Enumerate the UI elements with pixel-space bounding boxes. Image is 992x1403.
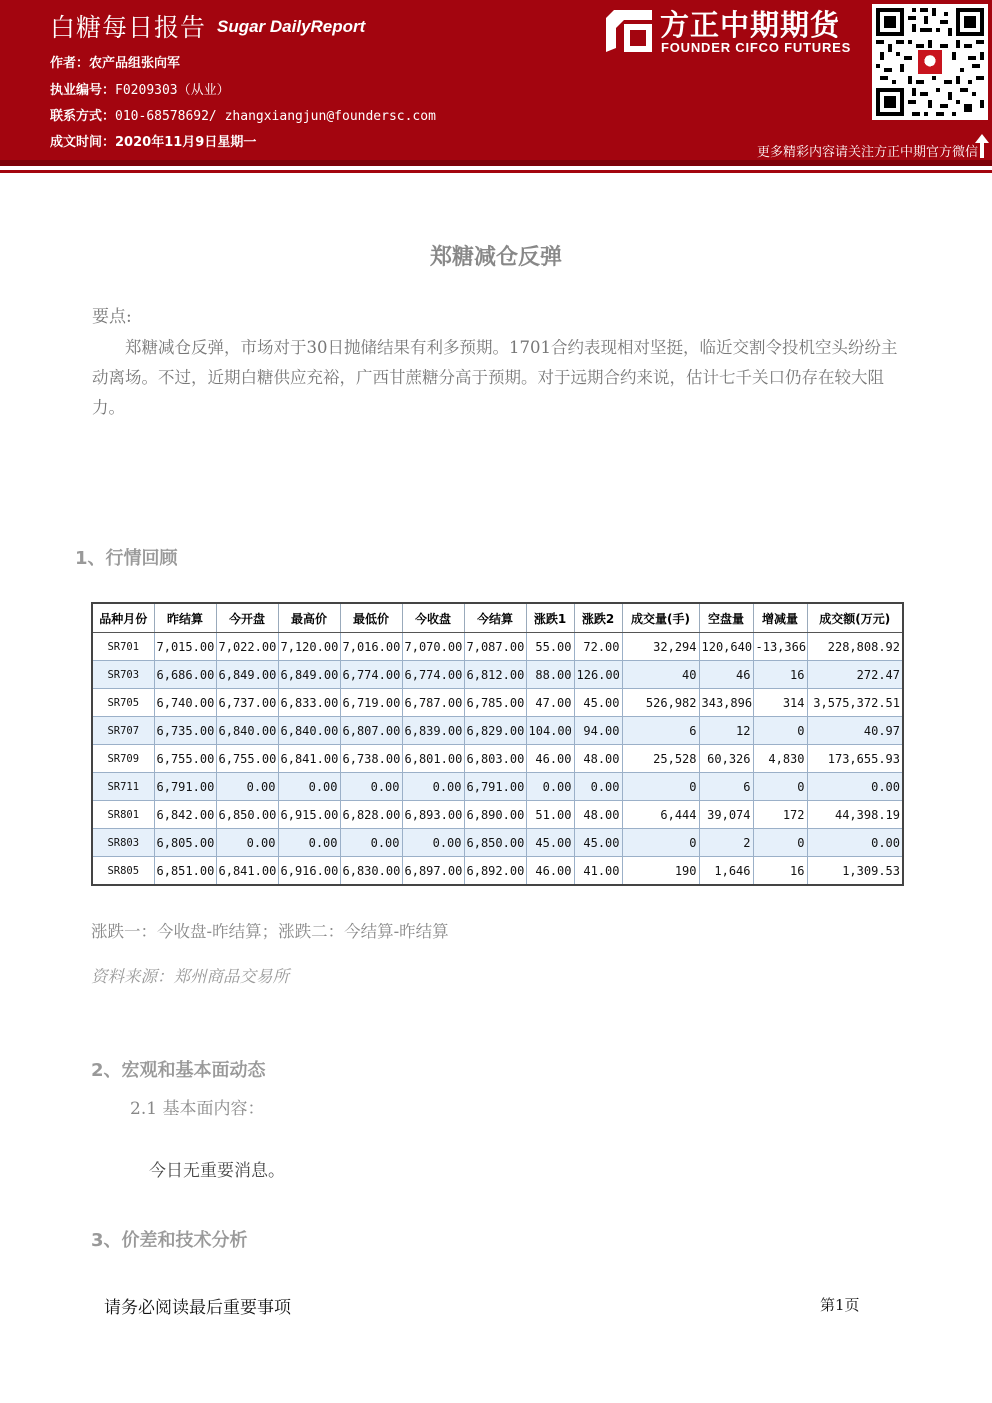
table-cell: 0.00 [526, 773, 574, 801]
table-cell: 6,892.00 [464, 857, 526, 886]
wechat-qr-code [872, 4, 988, 120]
date-label: 成文时间： [50, 135, 116, 150]
table-row [92, 773, 903, 801]
section-heading-technical: 3、价差和技术分析 [91, 1230, 248, 1251]
table-cell: 526,982 [622, 689, 699, 717]
table-cell: 228,808.92 [807, 633, 903, 661]
table-cell: 6,839.00 [402, 717, 464, 745]
table-row [92, 633, 903, 661]
table-cell: 6,735.00 [154, 717, 216, 745]
table-cell: 0.00 [216, 829, 278, 857]
data-source: 资料来源：郑州商品交易所 [91, 967, 289, 986]
table-header-cell: 今开盘 [216, 603, 278, 633]
license-label: 执业编号： [50, 83, 116, 98]
table-cell: 45.00 [574, 829, 622, 857]
table-cell: 6,828.00 [340, 801, 402, 829]
table-cell: 51.00 [526, 801, 574, 829]
contract-code-cell: SR711 [92, 773, 154, 801]
table-cell: 6,791.00 [154, 773, 216, 801]
author-label: 作者： [50, 56, 90, 71]
table-cell: 44,398.19 [807, 801, 903, 829]
contract-code-cell: SR705 [92, 689, 154, 717]
date-line [50, 131, 256, 150]
table-cell: 88.00 [526, 661, 574, 689]
table-cell: 172 [753, 801, 807, 829]
table-cell: 48.00 [574, 801, 622, 829]
table-cell: 126.00 [574, 661, 622, 689]
table-header-cell: 涨跌1 [526, 603, 574, 633]
license-line [50, 79, 230, 98]
table-cell: 0 [622, 773, 699, 801]
table-cell: 40 [622, 661, 699, 689]
table-cell: 7,015.00 [154, 633, 216, 661]
table-cell: 94.00 [574, 717, 622, 745]
table-cell: 46.00 [526, 745, 574, 773]
author-value: 农产品组张向军 [89, 56, 181, 71]
table-cell: 4,830 [753, 745, 807, 773]
table-cell: 6,849.00 [216, 661, 278, 689]
table-cell: 0.00 [340, 829, 402, 857]
table-cell: 3,575,372.51 [807, 689, 903, 717]
table-cell: 6,840.00 [278, 717, 340, 745]
table-cell: 46.00 [526, 857, 574, 886]
table-row [92, 661, 903, 689]
table-cell: 6,851.00 [154, 857, 216, 886]
table-cell: 6,833.00 [278, 689, 340, 717]
table-cell: 12 [699, 717, 753, 745]
company-name-en: FOUNDER CIFCO FUTURES [661, 40, 852, 55]
table-cell: 343,896 [699, 689, 753, 717]
table-cell: 6,842.00 [154, 801, 216, 829]
table-cell: 55.00 [526, 633, 574, 661]
section-heading-macro: 2、宏观和基本面动态 [91, 1060, 266, 1081]
fundamentals-paragraph: 今日无重要消息。 [149, 1161, 285, 1181]
table-cell: 6,738.00 [340, 745, 402, 773]
table-cell: 6,807.00 [340, 717, 402, 745]
contract-code-cell: SR701 [92, 633, 154, 661]
table-header-cell: 最低价 [340, 603, 402, 633]
table-cell: 39,074 [699, 801, 753, 829]
report-title-en: Sugar DailyReport [217, 17, 366, 36]
table-cell: 7,022.00 [216, 633, 278, 661]
table-header-cell: 空盘量 [699, 603, 753, 633]
table-cell: 6,841.00 [278, 745, 340, 773]
table-cell: 6,787.00 [402, 689, 464, 717]
table-cell: 6,841.00 [216, 857, 278, 886]
change-definition-note: 涨跌一：今收盘-昨结算；涨跌二：今结算-昨结算 [91, 922, 449, 941]
table-cell: 6,893.00 [402, 801, 464, 829]
table-cell: 314 [753, 689, 807, 717]
table-cell: 0.00 [278, 829, 340, 857]
contract-code-cell: SR709 [92, 745, 154, 773]
table-cell: 7,016.00 [340, 633, 402, 661]
table-cell: 6,719.00 [340, 689, 402, 717]
table-cell: 6,740.00 [154, 689, 216, 717]
contract-code-cell: SR707 [92, 717, 154, 745]
table-row [92, 745, 903, 773]
company-name-cn: 方正中期期货 [660, 8, 841, 42]
key-points-label: 要点: [92, 307, 132, 327]
table-cell: 46 [699, 661, 753, 689]
table-cell: 0.00 [807, 773, 903, 801]
table-cell: 6,774.00 [340, 661, 402, 689]
table-cell: 45.00 [526, 829, 574, 857]
table-cell: 0.00 [574, 773, 622, 801]
table-cell: 173,655.93 [807, 745, 903, 773]
table-cell: 6,890.00 [464, 801, 526, 829]
arrow-up-icon [974, 133, 990, 159]
table-header-cell: 最高价 [278, 603, 340, 633]
table-row [92, 689, 903, 717]
contract-code-cell: SR803 [92, 829, 154, 857]
table-cell: 47.00 [526, 689, 574, 717]
table-header-cell: 品种月份 [92, 603, 154, 633]
table-row [92, 857, 903, 886]
contract-code-cell: SR805 [92, 857, 154, 886]
table-header-row [92, 603, 903, 633]
table-cell: 6,774.00 [402, 661, 464, 689]
summary-paragraph: 郑糖减仓反弹，市场对于30日抛储结果有利多预期。1701合约表现相对坚挺，临近交割令投机空头纷纷主动离场。不过，近期白糖供应充裕，广西甘蔗糖分高于预期。对于远期合约来说，估计七千关口仍存在较大阻力。 [92, 338, 898, 417]
table-cell: 120,640 [699, 633, 753, 661]
subsection-heading-fundamentals: 2.1 基本面内容： [130, 1099, 265, 1119]
table-cell: 6,915.00 [278, 801, 340, 829]
table-cell: 7,087.00 [464, 633, 526, 661]
table-cell: 16 [753, 661, 807, 689]
table-cell: 16 [753, 857, 807, 886]
table-cell: 6,916.00 [278, 857, 340, 886]
table-cell: 6,850.00 [216, 801, 278, 829]
table-cell: 0.00 [278, 773, 340, 801]
table-cell: 6,803.00 [464, 745, 526, 773]
document-title: 郑糖减仓反弹 [429, 245, 562, 270]
table-cell: 45.00 [574, 689, 622, 717]
table-cell: 41.00 [574, 857, 622, 886]
table-cell: 6,755.00 [216, 745, 278, 773]
table-header-cell: 增减量 [753, 603, 807, 633]
table-cell: 7,070.00 [402, 633, 464, 661]
quotes-table-container [91, 602, 902, 886]
date-value: 2020年11月9日星期一 [115, 135, 257, 150]
wechat-follow-note: 更多精彩内容请关注方正中期官方微信 [756, 145, 978, 160]
table-cell: 6,791.00 [464, 773, 526, 801]
contact-value[interactable]: 010-68578692/ zhangxiangjun@foundersc.com [115, 109, 436, 124]
table-header-cell: 今结算 [464, 603, 526, 633]
table-cell: 6,850.00 [464, 829, 526, 857]
footer-notice: 请务必阅读最后重要事项 [104, 1298, 291, 1318]
table-cell: 6 [699, 773, 753, 801]
table-cell: 6,801.00 [402, 745, 464, 773]
table-header-cell: 成交量(手) [622, 603, 699, 633]
company-logo-icon [604, 8, 654, 54]
table-header-cell: 涨跌2 [574, 603, 622, 633]
table-cell: 6,840.00 [216, 717, 278, 745]
table-cell: 0.00 [402, 829, 464, 857]
table-cell: 6,737.00 [216, 689, 278, 717]
table-cell: 25,528 [622, 745, 699, 773]
license-value: F0209303（从业） [115, 83, 230, 98]
contract-code-cell: SR703 [92, 661, 154, 689]
table-cell: 32,294 [622, 633, 699, 661]
table-row [92, 801, 903, 829]
table-cell: 6,686.00 [154, 661, 216, 689]
table-cell: 190 [622, 857, 699, 886]
table-cell: 72.00 [574, 633, 622, 661]
table-cell: 0.00 [340, 773, 402, 801]
table-cell: 0 [753, 773, 807, 801]
table-cell: 6 [622, 717, 699, 745]
table-cell: 6,897.00 [402, 857, 464, 886]
table-cell: 6,812.00 [464, 661, 526, 689]
contract-code-cell: SR801 [92, 801, 154, 829]
author-line [50, 52, 180, 71]
table-cell: 6,849.00 [278, 661, 340, 689]
table-cell: 60,326 [699, 745, 753, 773]
table-cell: 0 [622, 829, 699, 857]
report-title-cn: 白糖每日报告 [50, 13, 207, 42]
table-cell: 2 [699, 829, 753, 857]
table-cell: 48.00 [574, 745, 622, 773]
table-cell: 6,829.00 [464, 717, 526, 745]
table-cell: 1,309.53 [807, 857, 903, 886]
header-divider-thin [0, 170, 992, 173]
table-cell: 0.00 [402, 773, 464, 801]
table-cell: 7,120.00 [278, 633, 340, 661]
table-row [92, 717, 903, 745]
table-cell: 0.00 [216, 773, 278, 801]
page-number: 第1页 [820, 1296, 860, 1314]
table-cell: 272.47 [807, 661, 903, 689]
table-cell: 0 [753, 829, 807, 857]
table-cell: 6,830.00 [340, 857, 402, 886]
table-row [92, 829, 903, 857]
table-cell: 0.00 [807, 829, 903, 857]
table-cell: 0 [753, 717, 807, 745]
report-header [0, 0, 992, 160]
table-cell: 6,444 [622, 801, 699, 829]
table-cell: 1,646 [699, 857, 753, 886]
section-heading-market-review: 1、行情回顾 [75, 548, 178, 569]
table-cell: 40.97 [807, 717, 903, 745]
header-divider [0, 160, 992, 166]
quotes-table [91, 602, 904, 886]
table-cell: 6,805.00 [154, 829, 216, 857]
table-header-cell: 今收盘 [402, 603, 464, 633]
table-cell: 6,755.00 [154, 745, 216, 773]
table-cell: -13,366 [753, 633, 807, 661]
table-header-cell: 成交额(万元) [807, 603, 903, 633]
table-cell: 104.00 [526, 717, 574, 745]
contact-line [50, 105, 436, 124]
table-header-cell: 昨结算 [154, 603, 216, 633]
contact-label: 联系方式： [50, 109, 116, 124]
table-cell: 6,785.00 [464, 689, 526, 717]
